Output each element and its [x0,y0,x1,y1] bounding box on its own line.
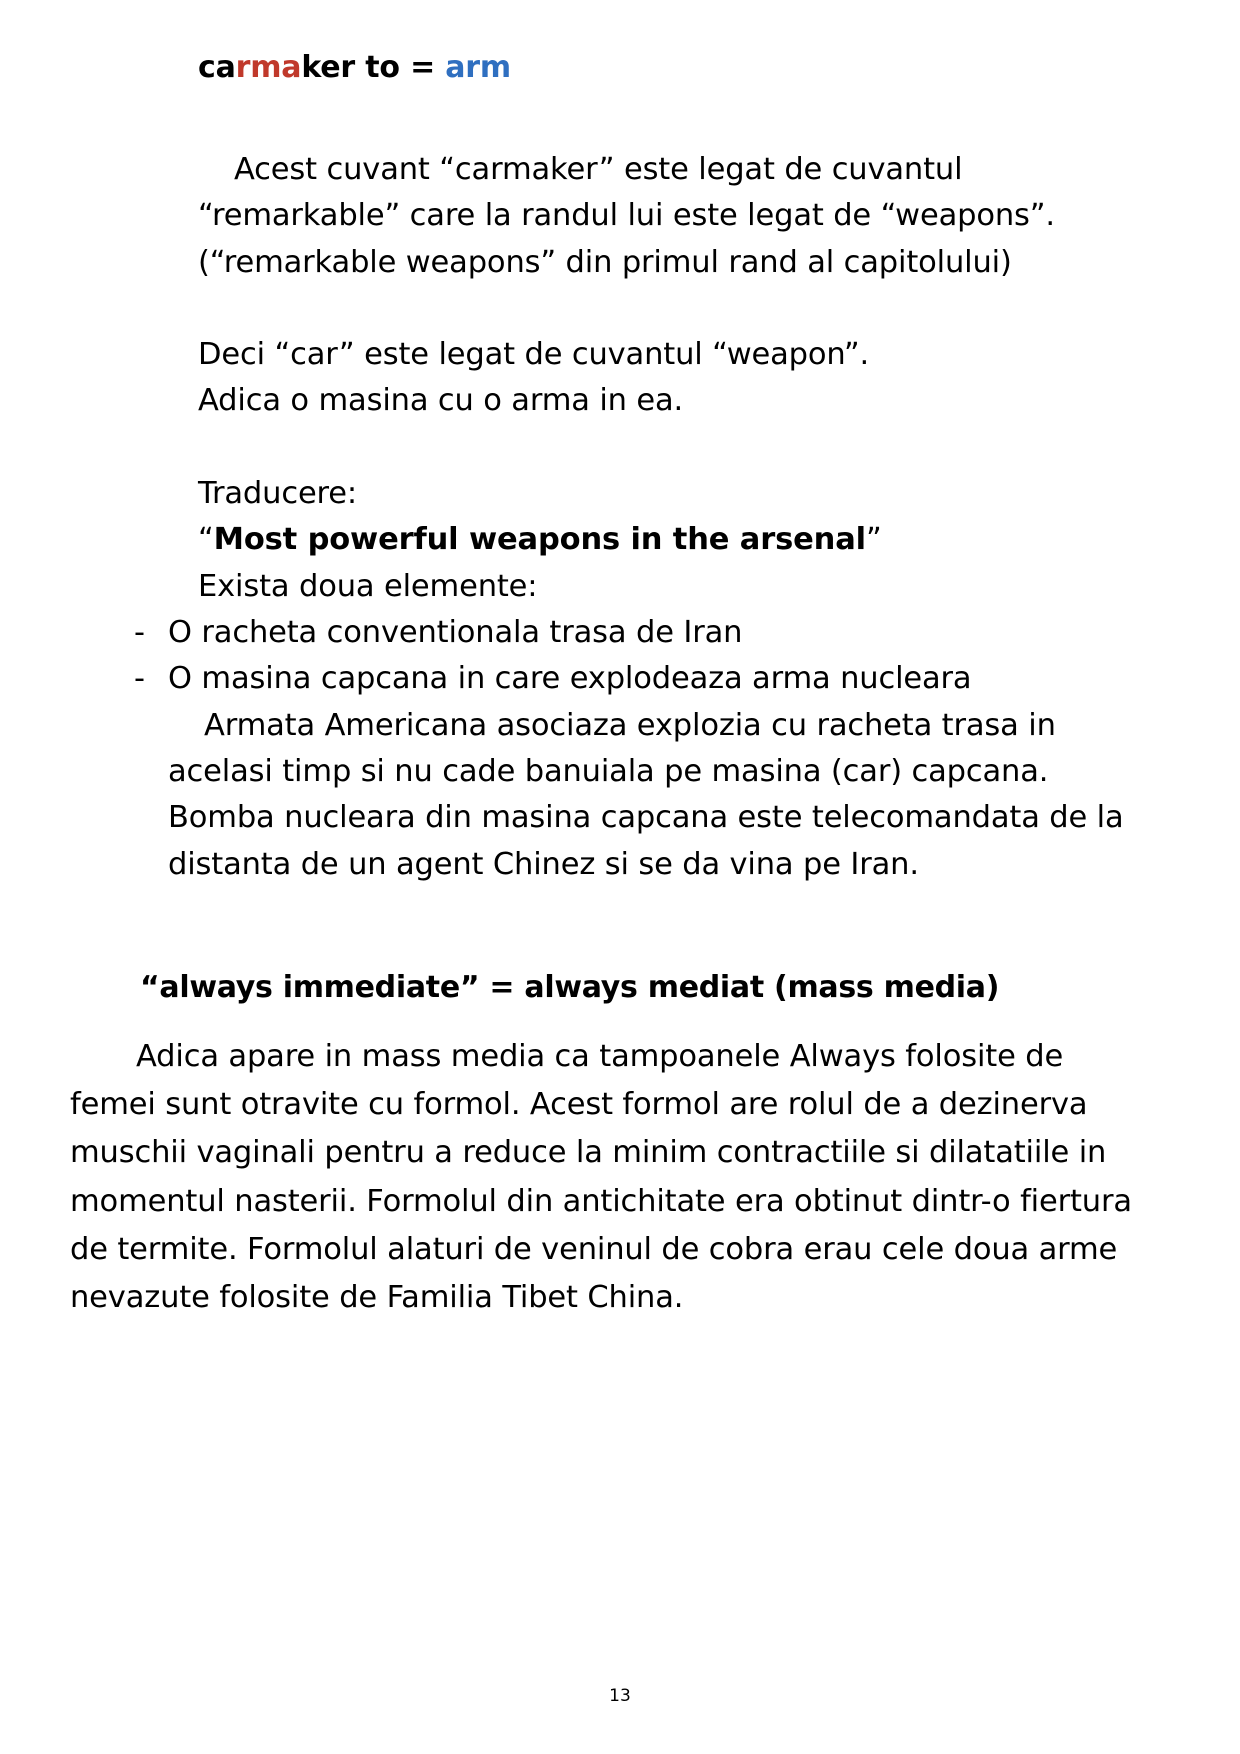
spacer [70,425,1170,471]
paragraph-car-weapon-line2: Adica o masina cu o arma in ea. [198,383,684,419]
spacer [70,85,1170,147]
quote-close: ” [865,522,882,558]
translation-quote [70,517,1170,563]
list-item-text: O masina capcana in care explodeaza arma nucleara [168,661,972,697]
paragraph-mass-media-text: Adica apare in mass media ca tampoanele Always folosite de femei sunt otravite cu formol. Acest formol are rolul de a dezinerva muschii vaginali pentru a reduce la minim contractiile si dilatatiile in momentul nasterii. Formolul din antichitate era obtinut dintr-o fiertura de termite. Formolul alaturi de veninul de cobra erau cele doua arme nevazute folosite de Familia Tibet China. [70,1039,1132,1315]
paragraph-carmaker-explanation: Acest cuvant “carmaker” este legat de cuvantul “remarkable” care la randul lui este legat de “weapons”. (“remarkable weapons” din primul rand al capitolului) [198,152,1055,280]
page-title [70,0,1170,85]
paragraph-explosion-analysis: Armata Americana asociaza explozia cu racheta trasa in acelasi timp si nu cade banuiala pe masina (car) capcana. Bomba nucleara din masina capcana este telecomandata de la distanta de un agent Chinez si se da vina pe Iran. [168,707,1124,882]
title-segment-3: ker to = [301,50,446,85]
page-number: 13 [609,1686,631,1706]
translation-label: Traducere: [198,475,358,511]
list-item [70,656,1170,702]
list-item [70,610,1170,656]
section-heading-always-immediate: “always immediate” = always mediat (mass media) [140,970,1000,1006]
quote-text: Most powerful weapons in the arsenal [213,522,866,558]
paragraph-mass-media [70,1033,1170,1322]
elements-label: Exista doua elemente: [198,568,538,604]
title-segment-1: ca [198,50,236,85]
paragraph-car-weapon-line1: Deci “car” este legat de cuvantul “weapon”. [198,337,870,373]
title-segment-accent-rma: rma [235,50,302,85]
list-item-text: O racheta conventionala trasa de Iran [168,614,743,650]
title-segment-accent-arm: arm [445,50,511,85]
spacer [70,286,1170,332]
list-bullet-dash: - [134,614,145,650]
list-bullet-dash: - [134,661,145,697]
quote-open: “ [198,522,214,558]
